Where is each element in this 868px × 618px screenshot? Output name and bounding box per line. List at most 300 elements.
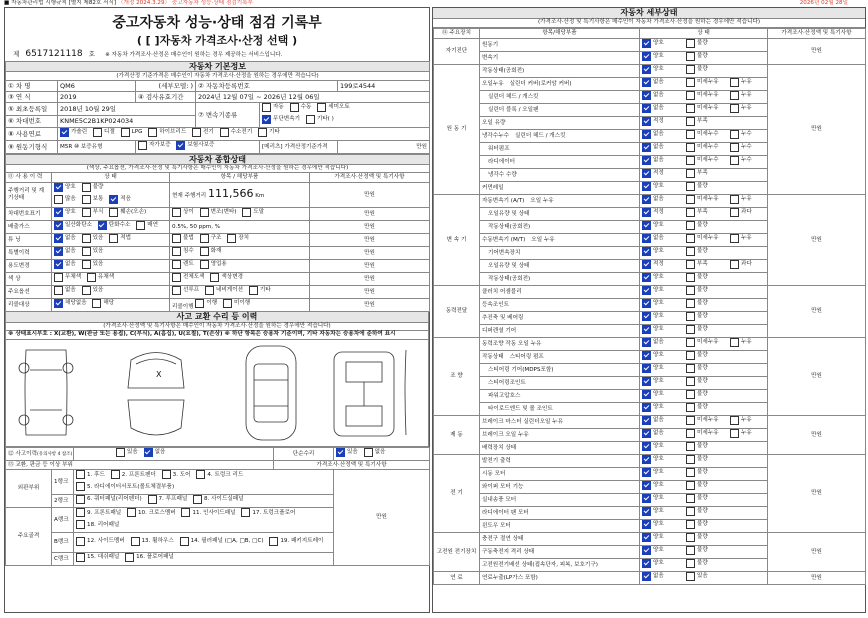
checkbox-checked[interactable] — [642, 403, 651, 412]
checkbox[interactable] — [82, 247, 91, 256]
checkbox-checked[interactable] — [642, 520, 651, 529]
checkbox-checked[interactable] — [642, 351, 651, 360]
checkbox[interactable] — [686, 520, 695, 529]
car-top — [246, 346, 296, 440]
checkbox[interactable] — [200, 247, 209, 256]
checkbox[interactable] — [686, 195, 695, 204]
checkbox[interactable] — [223, 299, 232, 308]
model-year: 2019 — [58, 92, 136, 103]
checkbox-checked[interactable] — [642, 221, 651, 230]
checkbox-checked[interactable] — [54, 183, 63, 192]
table-row: 실린더 블록 / 오일팬 없음 미세누유 누유 — [434, 104, 866, 117]
item-label: 고전원전기배선 상태(접속단자, 피복, 보호기구) — [482, 561, 598, 568]
checkbox-checked[interactable] — [642, 65, 651, 74]
checkbox[interactable] — [172, 286, 181, 295]
checkbox[interactable] — [172, 208, 181, 217]
checkbox[interactable] — [54, 286, 63, 295]
checkbox-checked[interactable] — [642, 416, 651, 425]
report-date: 2026년 02월 28일 — [799, 0, 848, 6]
table-row: 주요옵션 없음 있음 선루프 네비게이션 기타 만원 — [6, 286, 430, 299]
subitem-label: 오일 누유 — [531, 236, 555, 243]
table-row: 실내송풍 모터 양호 불량 — [434, 494, 866, 507]
checkbox-checked[interactable] — [642, 507, 651, 516]
car-diagram-area — [5, 340, 429, 447]
checkbox[interactable] — [172, 247, 181, 256]
checkbox[interactable] — [172, 260, 181, 269]
checkbox[interactable] — [686, 39, 695, 48]
car-rear — [128, 400, 184, 435]
checkbox-checked[interactable] — [642, 52, 651, 61]
checkbox-checked[interactable] — [642, 455, 651, 464]
table-row: 오일유량 및 상태 적정 부족 과다 — [434, 208, 866, 221]
checkbox[interactable] — [686, 351, 695, 360]
checkbox[interactable] — [138, 141, 147, 150]
checkbox[interactable] — [686, 390, 695, 399]
table-row: 오일누유 실린더 커버(로커암 커버) 없음 미세누유 누유 — [434, 78, 866, 91]
checkbox[interactable] — [686, 429, 695, 438]
checkbox[interactable] — [686, 442, 695, 451]
amount-cell: 만원 — [768, 572, 866, 585]
checkbox[interactable] — [686, 481, 695, 490]
table-row: 배출가스 일산화탄소 탄화수소 매연 0.5%, 50 ppm, % 만원 — [6, 221, 430, 234]
checkbox[interactable] — [730, 91, 739, 100]
checkbox[interactable] — [242, 208, 251, 217]
checkbox-checked[interactable] — [54, 221, 63, 230]
device-group: 고전원 전기장치 — [434, 533, 480, 572]
item-label: 발전기 출력 — [482, 457, 511, 464]
table-row: 수동변속기 (M/T) 오일 누유 없음 미세누유 누유 — [434, 234, 866, 247]
table-row: 변속기 양호 불량 — [434, 52, 866, 65]
checkbox-checked[interactable] — [262, 115, 271, 124]
table-row: 윈도우 모터 양호 불량 — [434, 520, 866, 533]
checkbox-checked[interactable] — [642, 572, 651, 581]
checkbox[interactable] — [306, 115, 315, 124]
table-row: 특별이력 없음 있음 침수 화재 만원 — [6, 247, 430, 260]
device-group: 전 기 — [434, 455, 480, 533]
checkbox[interactable] — [730, 208, 739, 217]
checkbox-checked[interactable] — [642, 533, 651, 542]
checkbox[interactable] — [76, 553, 85, 562]
table-row: 튜 닝 없음 있음 적법 불법 구조 장치 만원 — [6, 234, 430, 247]
checkbox-checked[interactable] — [642, 208, 651, 217]
checkbox[interactable] — [686, 533, 695, 542]
amount-cell: 만원 — [768, 416, 866, 455]
device-group: 원 동 기 — [434, 65, 480, 195]
checkbox[interactable] — [730, 429, 739, 438]
amount-cell: 만원 — [768, 286, 866, 338]
checkbox[interactable] — [686, 559, 695, 568]
checkbox[interactable] — [730, 78, 739, 87]
item-label: 냉각수누수 — [482, 132, 510, 139]
subitem-label: 실린더 헤드 / 개스킷 — [488, 93, 539, 100]
checkbox-checked[interactable] — [642, 195, 651, 204]
item-label: 시동 모터 — [482, 470, 506, 477]
item-label: 원동기 — [482, 41, 499, 48]
checkbox[interactable] — [82, 208, 91, 217]
table-row: 용도변경 없음 있음 렌트 영업용 만원 — [6, 260, 430, 273]
item-label: 클러치 어셈블리 — [482, 288, 522, 295]
checkbox[interactable] — [686, 143, 695, 152]
table-row: 고전원 전기장치 충전구 절연 상태 양호 불량 만원 — [434, 533, 866, 546]
checkbox[interactable] — [172, 273, 181, 282]
checkbox[interactable] — [686, 416, 695, 425]
item-label: 오일누유 — [482, 80, 504, 87]
checkbox[interactable] — [180, 537, 189, 546]
checkbox[interactable] — [82, 195, 91, 204]
transmission-options: 자동 수동 세미오토 무단변속기 기타( ) — [260, 103, 430, 128]
item-label: 실내송풍 모터 — [482, 496, 517, 503]
device-group: 조 향 — [434, 338, 480, 416]
item-label: 오일 유량 — [482, 119, 506, 126]
checkbox[interactable] — [258, 128, 267, 137]
checkbox[interactable] — [686, 299, 695, 308]
amount-cell: 만원 — [768, 455, 866, 533]
checkbox[interactable] — [227, 234, 236, 243]
checkbox[interactable] — [148, 495, 157, 504]
checkbox[interactable] — [76, 508, 85, 517]
checkbox-checked[interactable] — [54, 247, 63, 256]
checkbox-checked[interactable] — [642, 494, 651, 503]
checkbox-checked[interactable] — [642, 156, 651, 165]
checkbox-checked[interactable] — [642, 429, 651, 438]
checkbox-checked[interactable] — [642, 143, 651, 152]
checkbox[interactable] — [210, 273, 219, 282]
checkbox-checked[interactable] — [54, 234, 63, 243]
item-label: 와이퍼 모터 기능 — [482, 483, 524, 490]
device-group: 자기진단 — [434, 39, 480, 65]
checkbox[interactable] — [241, 508, 250, 517]
checkbox[interactable] — [82, 234, 91, 243]
subitem-label: 작동상태(공회전) — [488, 275, 531, 282]
table-row: 시동 모터 양호 불량 — [434, 468, 866, 481]
checkbox[interactable] — [54, 195, 63, 204]
checkbox[interactable] — [686, 455, 695, 464]
table-row: 작동상태(공회전) 양호 불량 — [434, 273, 866, 286]
item-label: 수동변속기 (M/T) — [482, 236, 526, 243]
checkbox-checked[interactable] — [642, 182, 651, 191]
checkbox[interactable] — [76, 520, 85, 529]
checkbox[interactable] — [136, 221, 145, 230]
checkbox[interactable] — [192, 128, 201, 137]
table-row: 워터펌프 없음 미세누수 누수 — [434, 143, 866, 156]
checkbox[interactable] — [181, 508, 190, 517]
checkbox[interactable] — [686, 65, 695, 74]
item-label: 배력장치 상태 — [482, 444, 517, 451]
checkbox[interactable] — [364, 448, 373, 457]
checkbox[interactable] — [116, 448, 125, 457]
checkbox-checked[interactable] — [98, 221, 107, 230]
checkbox[interactable] — [686, 403, 695, 412]
checkbox[interactable] — [269, 537, 278, 546]
left-panel: 중고자동차 성능·상태 점검 기록부 ( [ ]자동차 가격조사·산정 선택 ) 제 6517121118 호 ※ 자동차 가격조사·산정은 매수인이 원하는 경우 제공하는 서비스입니다. 자동차 기본정보 (가격산정 기준가격은 매수인이 자동차 가격조사·산정을 원하는 경우에만 적습니다) ① 차 명 QM6 (세부모델: ) ② 자동차등록번호 199로4544 ③ 연 식 2019 ④ 검사유효기간 2024년 12월 07일 ~ 2026년 12월 06일 ⑤ 최초등록일 2018년 10월 29일 ⑦ 변속기종류 자동 수동 세미오토 무단변속기 기타( ) ⑥ 차대번호 KNME5C2B1KP024034 ⑧ 사용연료 가솔린 디젤 LPG 하이브리드 전기 수소전기 기타 ⑨ 원동기형식 M5R ⑩ 보증유형 자가보증 보험사보증 [메리츠] 가격산정기준가격 만원 자동차 종합상태 (색상, 주요옵션, 가격조사·산정 및 특기사항은 매수인이 자동차 가격조사·산정을 원하는 경우에만 적습니다) ⑪ 사 용 이 력 상 태 항목 / 해당부품 가격조사·산정액 및 특기사항 주행거리 및 계기상태 양호 불량 많음 보통 적음 현재 주행거리 111,566 Km 만원 차대번호표기 양호 부식 훼손(오손) 상이 변조(변타) 도말 만원 배출가스 일산화탄소 탄화수소 매연 0.5%, 50 ppm, % 만원 튜 닝 없음 있음 적법 불법 구조 장치 만원 특별이력 없음 있음 침수 화재 만원 용도변경 없음 있음 렌트 영업용 만원 색 상 무채색 유채색 전체도색 색상변경 만원 주요옵션 없음 있음 선루프 네비게이션 기타 만원 리콜대상 해당없음 해당 리콜이행 이행 미이행 만원 사고 교환 수리 등 이력 (가격조사·산정액 및 특기사항은 매수인이 자동차 가격조사·산정을 원하는 경우에만 적습니다) ※ 상태표시부호 : X(교환), W(판금 또는 용접), C(부식), A(흠집), U(요철), T(손상) ※ 하단 항목은 승용차 기준이며, 기타 자동차는 승용차에 준하여 표시 X ⑫ 사고이력(유의사항 4 참조) 있음 없음 단순수리 있음 없음 ⑬ 교환, 판금 등 이상 부위 가격조사·산정액 및 특기사항 외판부위 1랭크 1. 후드 2. 프론트펜더 3. 도어 4. 트렁크 리드 5. 라디에이터서포트(볼트체결부품) 만원 2랭크 6. 쿼터패널(리어펜더) 7. 루프패널 8. 사이드실패널 주요골격 A랭크 9. 프론트패널 10. 크로스멤버 11. 인사이드패널 17. 트렁크플로어 18. 리어패널 B랭크 12. 사이드멤버 13. 휠하우스 14. 필러패널 (□A, □B, □C) 19. 패키지트레이 C랭크 15. 대쉬패널 16. 플로어패널 — [4, 7, 430, 613]
detail-table: ⑭ 주요장치 항목/해당부품 상 태 가격조사·산정액 및 특기사항 자기진단 원동기 양호 불량 만원 변속기 양호 불량 원 동 기 작동상태(공회전) 양호 불량 만원 오일누유 실린더 커버(로커암 커버) 없음 미세누유 누유 실린더 헤드 / 개스킷 없음 미세누유 누유 실린더 블록 / 오일팬 없음 미세누유 누유 오일 유량 적정 부족 냉각수누수 실린더 헤드 / 개스킷 없음 미세누수 누수 워터펌프 없음 미세누수 누수 라디에이터 없음 미세누수 누수 냉각수 수량 적정 부족 커먼레일 양호 불량 변 속 기 자동변속기 (A/T) 오일 누유 없음 미세누유 누유 만원 오일유량 및 상태 적정 부족 과다 작동상태(공회전) 양호 불량 수동변속기 (M/T) 오일 누유 없음 미세누유 누유 기어변속장치 양호 불량 오일유량 및 상태 적정 부족 과다 작동상태(공회전) 양호 불량 동력전달 클러치 어셈블리 양호 불량 만원 등속조인트 양호 불량 추진축 및 베어링 양호 불량 디퍼렌셜 기어 양호 불량 조 향 동력조향 작동 오일 누유 없음 미세누유 누유 만원 작동상태 스티어링 펌프 양호 불량 스티어링 기어(MDPS포함) 양호 불량 스티어링조인트 양호 불량 파워고압호스 양호 불량 타이로드엔드 및 볼 조인트 양호 불량 제 동 브레이크 마스터 실린더오일 누유 없음 미세누유 누유 만원 브레이크 오일 누유 없음 미세누유 누유 배력장치 상태 양호 불량 전 기 발전기 출력 양호 불량 만원 시동 모터 양호 불량 와이퍼 모터 기능 양호 불량 실내송풍 모터 양호 불량 라디에이터 팬 모터 양호 불량 윈도우 모터 양호 불량 고전원 전기장치 충전구 절연 상태 양호 불량 만원 구동축전지 격리 상태 양호 불량 고전원전기배선 상태(접속단자, 피복, 보호기구) 양호 불량 연 료 연료누출(LP가스 포함) 없음 있음 만원 — [433, 28, 866, 585]
checkbox[interactable] — [686, 286, 695, 295]
checkbox-checked[interactable] — [642, 546, 651, 555]
checkbox[interactable] — [686, 377, 695, 386]
checkbox[interactable] — [686, 546, 695, 555]
checkbox[interactable] — [730, 260, 739, 269]
checkbox-checked[interactable] — [642, 273, 651, 282]
table-row: 와이퍼 모터 기능 양호 불량 — [434, 481, 866, 494]
table-row: 브레이크 오일 누유 없음 미세누유 누유 — [434, 429, 866, 442]
table-row: 실린더 헤드 / 개스킷 없음 미세누유 누유 — [434, 91, 866, 104]
warranty-options: 자가보증 보험사보증 — [136, 141, 260, 154]
checkbox[interactable] — [93, 128, 102, 137]
checkbox[interactable] — [193, 495, 202, 504]
table-row: 스티어링 기어(MDPS포함) 양호 불량 — [434, 364, 866, 377]
checkbox[interactable] — [686, 364, 695, 373]
checkbox[interactable] — [109, 234, 118, 243]
subitem-label: 라디에이터 — [488, 158, 516, 165]
table-row: 고전원전기배선 상태(접속단자, 피복, 보호기구) 양호 불량 — [434, 559, 866, 572]
subitem-label: 실린더 커버(로커암 커버) — [509, 80, 572, 87]
table-row: 작동상태(공회전) 양호 불량 — [434, 221, 866, 234]
amount-cell: 만원 — [768, 65, 866, 195]
checkbox-checked[interactable] — [642, 312, 651, 321]
vin: KNME5C2B1KP024034 — [58, 115, 196, 128]
checkbox[interactable] — [54, 273, 63, 282]
car-side-left — [19, 350, 73, 435]
subitem-label: 오일 누유 — [530, 197, 554, 204]
checkbox[interactable] — [686, 182, 695, 191]
checkbox-checked[interactable] — [642, 234, 651, 243]
checkbox-checked[interactable] — [642, 325, 651, 334]
checkbox[interactable] — [686, 156, 695, 165]
checkbox-checked[interactable] — [109, 195, 118, 204]
checkbox[interactable] — [82, 286, 91, 295]
checkbox[interactable] — [686, 247, 695, 256]
checkbox-checked[interactable] — [642, 39, 651, 48]
table-row: 동력전달 클러치 어셈블리 양호 불량 만원 — [434, 286, 866, 299]
checkbox-checked[interactable] — [642, 559, 651, 568]
form-reference — [4, 0, 253, 7]
item-label: 동력조향 작동 오일 누유 — [482, 340, 542, 347]
amount-cell: 만원 — [768, 195, 866, 286]
checkbox[interactable] — [686, 325, 695, 334]
checkbox-checked[interactable] — [54, 260, 63, 269]
checkbox[interactable] — [200, 234, 209, 243]
subitem-label: 스티어링조인트 — [488, 379, 526, 386]
checkbox-checked[interactable] — [642, 130, 651, 139]
table-row: 스티어링조인트 양호 불량 — [434, 377, 866, 390]
checkbox[interactable] — [109, 208, 118, 217]
checkbox[interactable] — [125, 553, 134, 562]
checkbox-checked[interactable] — [642, 442, 651, 451]
checkbox-checked[interactable] — [336, 448, 345, 457]
table-row: 색 상 무채색 유채색 전체도색 색상변경 만원 — [6, 273, 430, 286]
item-label: 라디에이터 팬 모터 — [482, 509, 529, 516]
item-label: 추진축 및 베어링 — [482, 314, 524, 321]
checkbox[interactable] — [686, 52, 695, 61]
table-row: 조 향 동력조향 작동 오일 누유 없음 미세누유 누유 만원 — [434, 338, 866, 351]
checkbox[interactable] — [686, 260, 695, 269]
basic-info-table: 자동차 기본정보 (가격산정 기준가격은 매수인이 자동차 가격조사·산정을 원하는 경우에만 적습니다) ① 차 명 QM6 (세부모델: ) ② 자동차등록번호 199로4544 ③ 연 식 2019 ④ 검사유효기간 2024년 12월 07일 ~ 2026년 12월 06일 ⑤ 최초등록일 2018년 10월 29일 ⑦ 변속기종류 자동 수동 세미오토 무단변속기 기타( ) ⑥ 차대번호 KNME5C2B1KP024034 ⑧ 사용연료 가솔린 디젤 LPG 하이브리드 전기 수소전기 기타 ⑨ 원동기형식 M5R ⑩ 보증유형 자가보증 보험사보증 [메리츠] 가격산정기준가격 만원 — [5, 61, 430, 154]
item-label: 변속기 — [482, 54, 499, 61]
page-title: 중고자동차 성능·상태 점검 기록부 — [112, 15, 322, 31]
amount-cell: 만원 — [768, 533, 866, 572]
subitem-label: 작동상태(공회전) — [488, 223, 531, 230]
table-row: 주행거리 및 계기상태 양호 불량 많음 보통 적음 현재 주행거리 111,566 Km 만원 — [6, 183, 430, 208]
table-row: 구동축전지 격리 상태 양호 불량 — [434, 546, 866, 559]
item-label: 작동상태(공회전) — [482, 67, 525, 74]
table-row: 파워고압호스 양호 불량 — [434, 390, 866, 403]
first-registration: 2018년 10월 29일 — [58, 103, 196, 116]
checkbox[interactable] — [686, 338, 695, 347]
checkbox[interactable] — [730, 195, 739, 204]
checkbox-checked[interactable] — [642, 169, 651, 178]
checkbox[interactable] — [200, 208, 209, 217]
checkbox[interactable] — [127, 508, 136, 517]
checkbox[interactable] — [262, 103, 271, 112]
checkbox[interactable] — [686, 130, 695, 139]
checkbox[interactable] — [200, 260, 209, 269]
checkbox[interactable] — [686, 169, 695, 178]
checkbox[interactable] — [317, 103, 326, 112]
subitem-label: 스티어링 기어(MDPS포함) — [488, 366, 554, 373]
checkbox-checked[interactable] — [642, 91, 651, 100]
checkbox[interactable] — [730, 143, 739, 152]
item-label: 작동상태 — [482, 353, 504, 360]
checkbox[interactable] — [686, 104, 695, 113]
checkbox-checked[interactable] — [176, 141, 185, 150]
checkbox[interactable] — [686, 78, 695, 87]
amount-cell: 만원 — [768, 39, 866, 65]
checkbox-checked[interactable] — [642, 247, 651, 256]
checkbox-checked[interactable] — [642, 299, 651, 308]
checkbox[interactable] — [220, 128, 229, 137]
item-label: 커먼레일 — [482, 184, 504, 191]
checkbox[interactable] — [205, 286, 214, 295]
repair-table: ⑫ 사고이력(유의사항 4 참조) 있음 없음 단순수리 있음 없음 ⑬ 교환, 판금 등 이상 부위 가격조사·산정액 및 특기사항 외판부위 1랭크 1. 후드 2. 프론트펜더 3. 도어 4. 트렁크 리드 5. 라디에이터서포트(볼트체결부품) 만원 2랭크 6. 쿼터패널(리어펜더) 7. 루프패널 8. 사이드실패널 주요골격 A랭크 9. 프론트패널 10. 크로스멤버 11. 인사이드패널 17. 트렁크플로어 18. 리어패널 B랭크 12. 사이드멤버 13. 휠하우스 14. 필러패널 (□A, □B, □C) 19. 패키지트레이 C랭크 15. 대쉬패널 16. 플로어패널 — [5, 447, 430, 566]
checkbox[interactable] — [686, 208, 695, 217]
checkbox[interactable] — [92, 299, 101, 308]
checkbox[interactable] — [111, 470, 120, 479]
table-row: 자기진단 원동기 양호 불량 만원 — [434, 39, 866, 52]
checkbox[interactable] — [686, 572, 695, 581]
checkbox[interactable] — [172, 234, 181, 243]
checkbox[interactable] — [730, 104, 739, 113]
checkbox[interactable] — [686, 117, 695, 126]
checkbox[interactable] — [730, 416, 739, 425]
checkbox-checked[interactable] — [642, 364, 651, 373]
checkbox[interactable] — [87, 273, 96, 282]
checkbox[interactable] — [76, 495, 85, 504]
checkbox[interactable] — [196, 470, 205, 479]
item-label: 자동변속기 (A/T) — [482, 197, 525, 204]
checkbox[interactable] — [249, 286, 258, 295]
page-subtitle: ( [ ]자동차 가격조사·산정 선택 ) — [136, 34, 298, 47]
checkbox-checked[interactable] — [642, 377, 651, 386]
device-group: 연 료 — [434, 572, 480, 585]
checkbox[interactable] — [686, 312, 695, 321]
checkbox[interactable] — [730, 156, 739, 165]
table-row: 배력장치 상태 양호 불량 — [434, 442, 866, 455]
table-row: 연 료 연료누출(LP가스 포함) 없음 있음 만원 — [434, 572, 866, 585]
summary-table: 자동차 종합상태 (색상, 주요옵션, 가격조사·산정 및 특기사항은 매수인이 자동차 가격조사·산정을 원하는 경우에만 적습니다) ⑪ 사 용 이 력 상 태 항목 / 해당부품 가격조사·산정액 및 특기사항 주행거리 및 계기상태 양호 불량 많음 보통 적음 현재 주행거리 111,566 Km 만원 차대번호표기 양호 부식 훼손(오손) 상이 변조(변타) 도말 만원 배출가스 일산화탄소 탄화수소 매연 0.5%, 50 ppm, % 만원 튜 닝 없음 있음 적법 불법 구조 장치 만원 특별이력 없음 있음 침수 화재 만원 용도변경 없음 있음 렌트 영업용 만원 색 상 무채색 유채색 전체도색 색상변경 만원 주요옵션 없음 있음 선루프 네비게이션 기타 만원 리콜대상 해당없음 해당 리콜이행 이행 미이행 만원 — [5, 154, 430, 312]
checkbox-checked[interactable] — [60, 128, 69, 137]
checkbox[interactable] — [686, 507, 695, 516]
checkbox-checked[interactable] — [642, 104, 651, 113]
checkbox[interactable] — [686, 273, 695, 282]
checkbox[interactable] — [686, 221, 695, 230]
amount-cell: 만원 — [768, 338, 866, 416]
table-row: 등속조인트 양호 불량 — [434, 299, 866, 312]
checkbox-checked[interactable] — [642, 390, 651, 399]
checkbox[interactable] — [730, 338, 739, 347]
detail-title: 자동차 세부상태 — [433, 8, 865, 19]
checkbox[interactable] — [76, 482, 85, 491]
right-panel: 자동차 세부상태 (가격조사·산정 및 특기사항은 매수인이 자동차 가격조사·산정을 원하는 경우에만 적습니다) ⑭ 주요장치 항목/해당부품 상 태 가격조사·산정액 및 특기사항 자기진단 원동기 양호 불량 만원 변속기 양호 불량 원 동 기 작동상태(공회전) 양호 불량 만원 오일누유 실린더 커버(로커암 커버) 없음 미세누유 누유 실린더 헤드 / 개스킷 없음 미세누유 누유 실린더 블록 / 오일팬 없음 미세누유 누유 오일 유량 적정 부족 냉각수누수 실린더 헤드 / 개스킷 없음 미세누수 누수 워터펌프 없음 미세누수 누수 라디에이터 없음 미세누수 누수 냉각수 수량 적정 부족 커먼레일 양호 불량 변 속 기 자동변속기 (A/T) 오일 누유 없음 미세누유 누유 만원 오일유량 및 상태 적정 부족 과다 작동상태(공회전) 양호 불량 수동변속기 (M/T) 오일 누유 없음 미세누유 누유 기어변속장치 양호 불량 오일유량 및 상태 적정 부족 과다 작동상태(공회전) 양호 불량 동력전달 클러치 어셈블리 양호 불량 만원 등속조인트 양호 불량 추진축 및 베어링 양호 불량 디퍼렌셜 기어 양호 불량 조 향 동력조향 작동 오일 누유 없음 미세누유 누유 만원 작동상태 스티어링 펌프 양호 불량 스티어링 기어(MDPS포함) 양호 불량 스티어링조인트 양호 불량 파워고압호스 양호 불량 타이로드엔드 및 볼 조인트 양호 불량 제 동 브레이크 마스터 실린더오일 누유 없음 미세누유 누유 만원 브레이크 오일 누유 없음 미세누유 누유 배력장치 상태 양호 불량 전 기 발전기 출력 양호 불량 만원 시동 모터 양호 불량 와이퍼 모터 기능 양호 불량 실내송풍 모터 양호 불량 라디에이터 팬 모터 양호 불량 윈도우 모터 양호 불량 고전원 전기장치 충전구 절연 상태 양호 불량 만원 구동축전지 격리 상태 양호 불량 고전원전기배선 상태(접속단자, 피복, 보호기구) 양호 불량 연 료 연료누출(LP가스 포함) 없음 있음 만원 — [432, 7, 866, 613]
checkbox-checked[interactable] — [642, 78, 651, 87]
report-number-row: 제 6517121118 호 ※ 자동차 가격조사·산정은 매수인이 원하는 경우 제공하는 서비스입니다. — [13, 49, 283, 59]
checkbox[interactable] — [686, 494, 695, 503]
device-group: 변 속 기 — [434, 195, 480, 286]
checkbox[interactable] — [131, 537, 140, 546]
checkbox-checked[interactable] — [144, 448, 153, 457]
item-label: 브레이크 마스터 실린더오일 누유 — [482, 418, 563, 425]
checkbox-checked[interactable] — [642, 338, 651, 347]
checkbox-checked[interactable] — [642, 117, 651, 126]
checkbox-checked[interactable] — [642, 481, 651, 490]
table-row: 리콜대상 해당없음 해당 리콜이행 이행 미이행 만원 — [6, 299, 430, 312]
table-row: 라디에이터 없음 미세누수 누수 — [434, 156, 866, 169]
checkbox-checked[interactable] — [642, 260, 651, 269]
checkbox[interactable] — [686, 91, 695, 100]
table-row: 변 속 기 자동변속기 (A/T) 오일 누유 없음 미세누유 누유 만원 — [434, 195, 866, 208]
table-row: 기어변속장치 양호 불량 — [434, 247, 866, 260]
checkbox-checked[interactable] — [54, 208, 63, 217]
checkbox-checked[interactable] — [642, 468, 651, 477]
table-row: 냉각수누수 실린더 헤드 / 개스킷 없음 미세누수 누수 — [434, 130, 866, 143]
checkbox-checked[interactable] — [54, 299, 63, 308]
checkbox[interactable] — [290, 103, 299, 112]
subitem-label: 기어변속장치 — [488, 249, 521, 256]
checkbox[interactable] — [82, 260, 91, 269]
checkbox[interactable] — [76, 537, 85, 546]
subitem-label: 냉각수 수량 — [488, 171, 517, 178]
car-side-right — [405, 350, 406, 435]
subitem-label: 오일유량 및 상태 — [488, 262, 530, 269]
subitem-label: 실린더 헤드 / 개스킷 — [515, 132, 566, 139]
checkbox[interactable] — [686, 468, 695, 477]
checkbox[interactable] — [162, 470, 171, 479]
item-label: 구동축전지 격리 상태 — [482, 548, 535, 555]
emission-values: 0.5%, 50 ppm, % — [170, 221, 310, 234]
table-row: 커먼레일 양호 불량 — [434, 182, 866, 195]
subitem-label: 스티어링 펌프 — [509, 353, 544, 360]
car-chassis — [334, 352, 394, 436]
checkbox-checked[interactable] — [642, 286, 651, 295]
item-label: 연료누출(LP가스 포함) — [482, 574, 538, 581]
checkbox[interactable] — [76, 470, 85, 479]
form-law-label: ■ 자동차관리법 시행규칙 [별지 제82호 서식] — [4, 0, 117, 6]
checkbox[interactable] — [686, 234, 695, 243]
checkbox[interactable] — [148, 128, 157, 137]
checkbox[interactable] — [195, 299, 204, 308]
checkbox[interactable] — [121, 128, 130, 137]
checkbox[interactable] — [730, 234, 739, 243]
item-label: 디퍼렌셜 기어 — [482, 327, 517, 334]
summary-title: 자동차 종합상태 — [6, 155, 430, 165]
car-outline-diagrams — [6, 340, 428, 446]
accident-title: 사고 교환 수리 등 이력 — [5, 312, 429, 323]
checkbox[interactable] — [730, 130, 739, 139]
table-row: 제 동 브레이크 마스터 실린더오일 누유 없음 미세누유 누유 만원 — [434, 416, 866, 429]
item-label: 브레이크 오일 누유 — [482, 431, 529, 438]
table-row: 오일유량 및 상태 적정 부족 과다 — [434, 260, 866, 273]
table-row: 작동상태 스티어링 펌프 양호 불량 — [434, 351, 866, 364]
checkbox[interactable] — [82, 183, 91, 192]
